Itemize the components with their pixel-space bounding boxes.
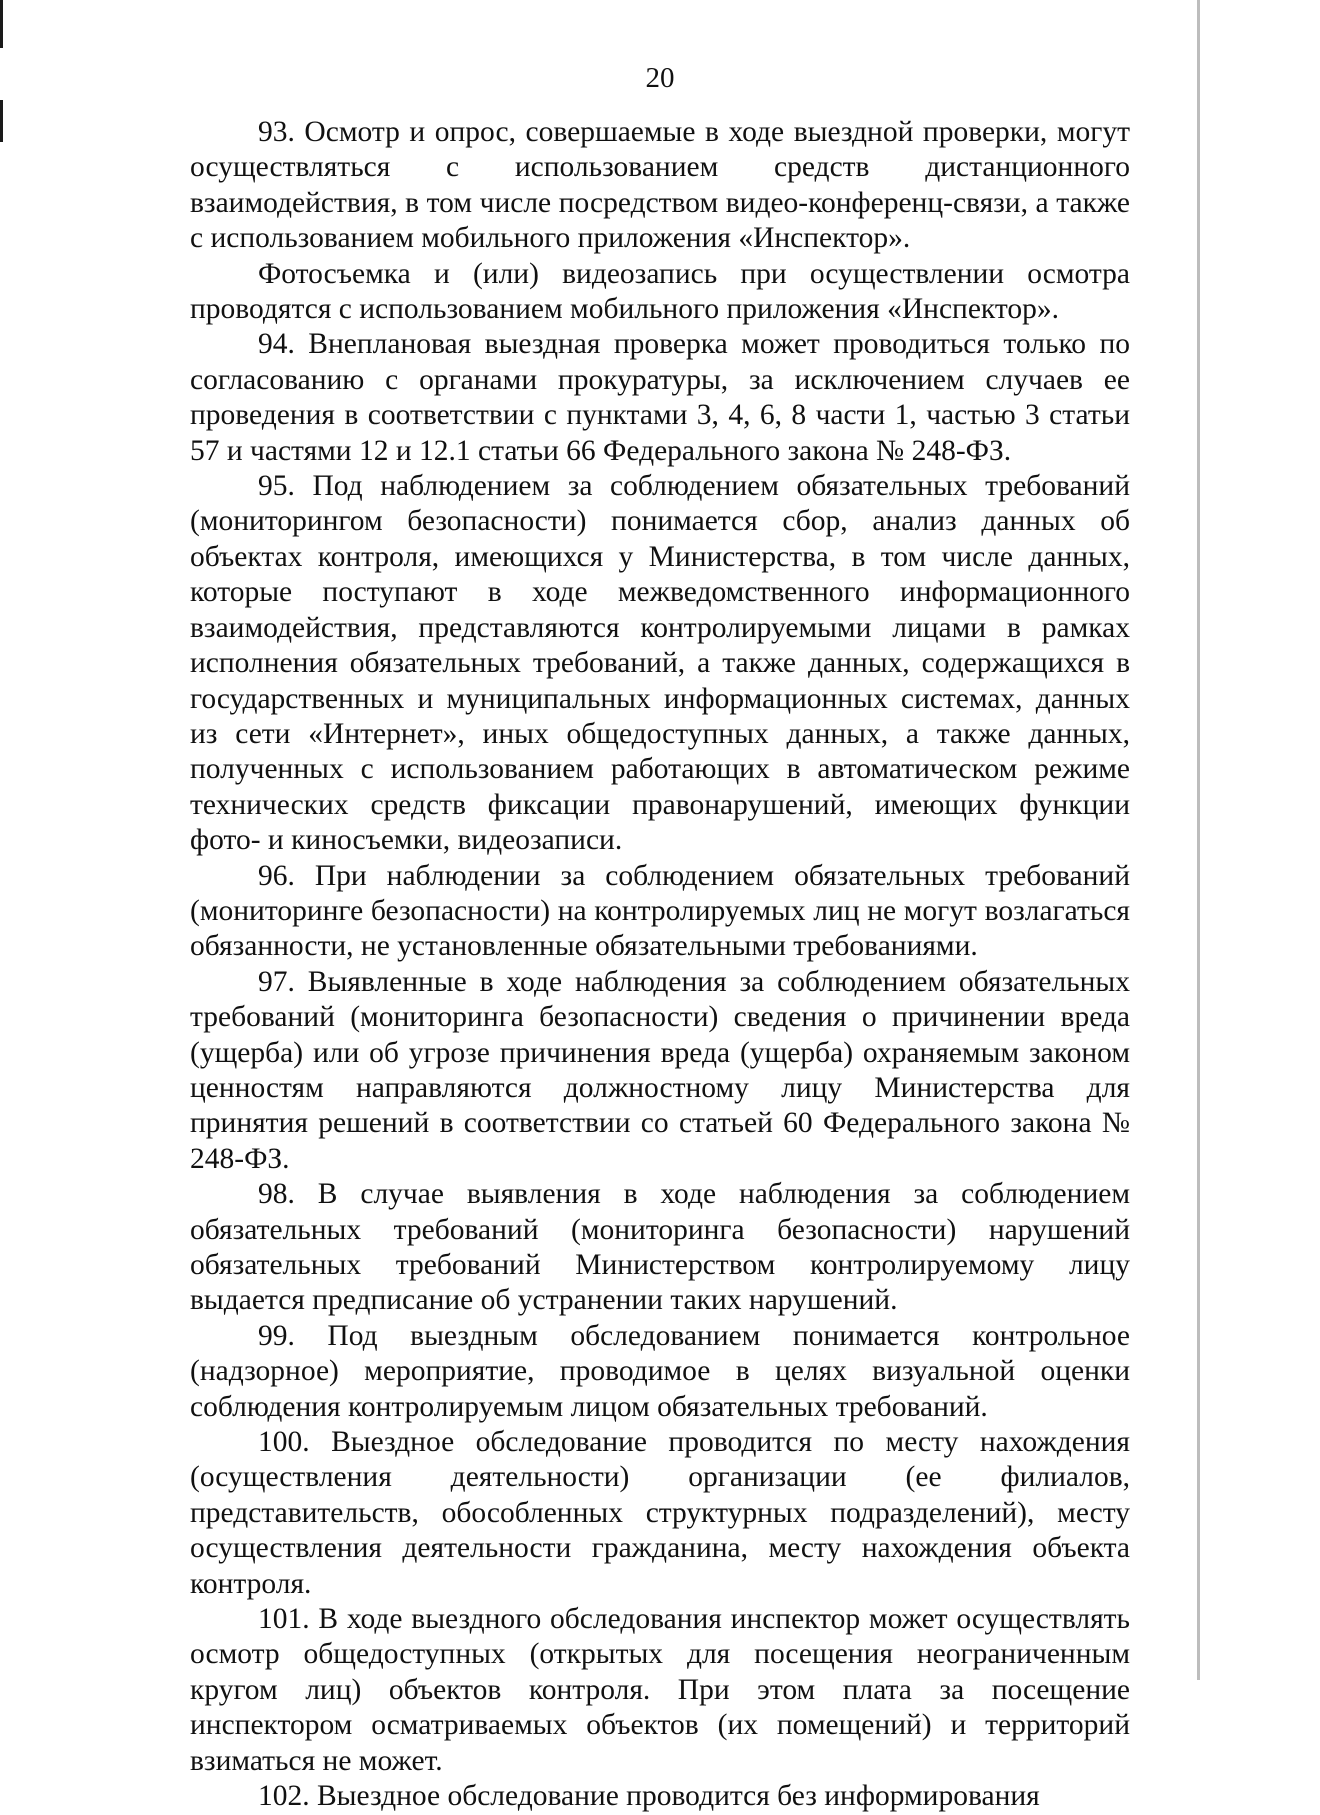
paragraph-94: 94. Внеплановая выездная проверка может проводиться только по согласованию с органами прокуратуры, за исключением случаев ее проведения в соответствии с пунктами 3, 4, 6, 8 части 1, частью 3 статьи 57 и частями 12 и 12.1 статьи 66 Федерального закона № 248-ФЗ. [190,328,1130,467]
page-edge-shadow [1197,0,1200,1680]
paragraph-97: 97. Выявленные в ходе наблюдения за соблюдением обязательных требований (мониторинга безопасности) сведения о причинении вреда (ущерба) или об угрозе причинения вреда (ущерба) охраняемым законом ценностям направляются должностному лицу Министерства для принятия решений в соответствии со статьей 60 Федерального закона № 248-ФЗ. [190,965,1130,1175]
paragraph-98: 98. В случае выявления в ходе наблюдения за соблюдением обязательных требований (мониторинга безопасности) нарушений обязательных требований Министерством контролируемому лицу выдается предписание об устранении таких нарушений. [190,1178,1130,1317]
paragraph-93-photo: Фотосъемка и (или) видеозапись при осуществлении осмотра проводятся с использованием мобильного приложения «Инспектор». [190,257,1130,326]
paragraph-100: 100. Выездное обследование проводится по месту нахождения (осуществления деятельности) организации (ее филиалов, представительств, обособленных структурных подразделений), месту осуществления деятельности гражданина, месту нахождения объекта контроля. [190,1426,1130,1600]
paragraph-101: 101. В ходе выездного обследования инспектор может осуществлять осмотр общедоступных (открытых для посещения неограниченным кругом лиц) объектов контроля. При этом плата за посещение инспектором осматриваемых объектов (их помещений) и территорий взиматься не может. [190,1603,1130,1777]
paragraph-95: 95. Под наблюдением за соблюдением обязательных требований (мониторингом безопасности) понимается сбор, анализ данных об объектах контроля, имеющихся у Министерства, в том числе данных, которые поступают в ходе межведомственного информационного взаимодействия, представляются контролируемыми лицами в рамках исполнения обязательных требований, а также данных, содержащихся в государственных и муниципальных информационных системах, данных из сети «Интернет», иных общедоступных данных, а также данных, полученных с использованием работающих в автоматическом режиме технических средств фиксации правонарушений, имеющих функции фото- и киносъемки, видеозаписи. [190,470,1130,857]
scan-edge-mark [0,100,3,142]
page-number: 20 [645,62,675,94]
paragraph-102: 102. Выездное обследование проводится без информирования [258,1780,1040,1813]
paragraph-99: 99. Под выездным обследованием понимается контрольное (надзорное) мероприятие, проводимое в целях визуальной оценки соблюдения контролируемым лицом обязательных требований. [190,1319,1130,1423]
scan-edge-mark [0,0,3,48]
paragraph-96: 96. При наблюдении за соблюдением обязательных требований (мониторинге безопасности) на контролируемых лиц не могут возлагаться обязанности, не установленные обязательными требованиями. [190,859,1130,963]
document-body [190,115,1130,1815]
paragraph-93: 93. Осмотр и опрос, совершаемые в ходе выездной проверки, могут осуществляться с использованием средств дистанционного взаимодействия, в том числе посредством видео-конференц-связи, а также с использованием мобильного приложения «Инспектор». [190,116,1130,255]
